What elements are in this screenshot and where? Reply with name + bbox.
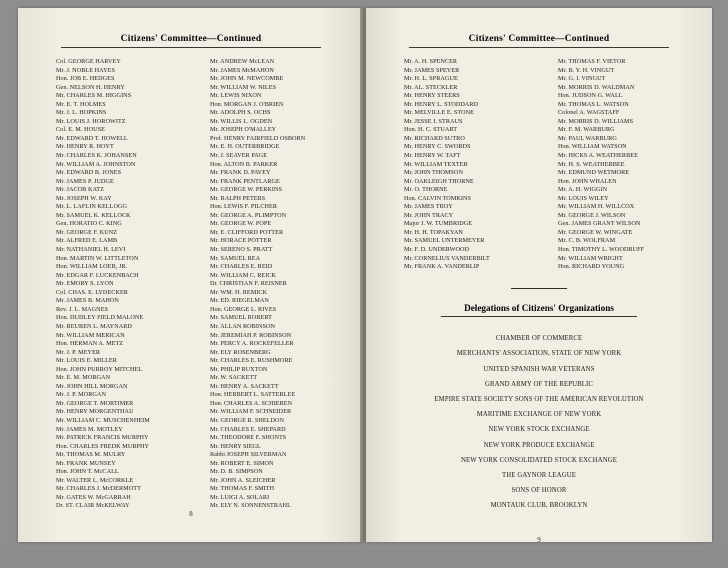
list-item: Mr. HENRY MORGENTHAU xyxy=(56,408,134,416)
list-item: Mr. SERENO S. PRATT xyxy=(210,246,273,254)
list-item: Mr. LOUIS J. HOROWITZ xyxy=(56,117,126,125)
list-item: Mr. B. Y. H. VINGUT xyxy=(558,66,615,74)
right-columns xyxy=(366,58,712,272)
list-item: Mr. JESSE I. STRAUS xyxy=(404,117,463,125)
list-item: Hon. JUDSON G. WALL xyxy=(558,92,623,100)
list-item: Mr. E. T. HOLMES xyxy=(56,100,106,108)
list-item: Mr. F. D. UNDERWOOD xyxy=(404,246,470,254)
list-item: Mr. GEORGE A. PLIMPTON xyxy=(210,211,287,219)
list-item: Mr. WILLIAM W. NILES xyxy=(210,83,277,91)
list-item: Mr. FRANK PENTLARGE xyxy=(210,177,280,185)
list-item: Mr. ANDREW McLEAN xyxy=(210,58,275,65)
list-item: Mr. SAMUEL UNTERMEYER xyxy=(404,237,485,245)
list-item: Dr. ST. CLAIR McKELWAY xyxy=(56,502,130,510)
list-item: Mr. GEORGE W. WINGATE xyxy=(558,228,633,236)
list-item: Hon. MORGAN J. O'BRIEN xyxy=(210,100,284,108)
list-item: Mr. THOMAS F. SMITH xyxy=(210,485,275,493)
list-item: Mr. E. M. MORGAN xyxy=(56,374,111,382)
list-item: Hon. WILLIAM LOEB, JR. xyxy=(56,263,128,271)
list-item: Mr. JOHN TRACY xyxy=(404,211,454,219)
list-item: Mr. WILLIAM A. JOHNSTON xyxy=(56,160,136,168)
list-item: Mr. JOSEPH O'MALLEY xyxy=(210,126,277,134)
list-item: NEW YORK CONSOLIDATED STOCK EXCHANGE xyxy=(460,456,618,464)
list-item: Mr. JOHN HILL MORGAN xyxy=(56,382,128,390)
list-item: Hon. CHARLES A. SCHIEREN xyxy=(210,399,293,407)
list-item: Mr. JAMES M. MOTLEY xyxy=(56,425,123,433)
left-column-1 xyxy=(28,58,200,511)
list-item: Hon. CALVIN TOMKINS xyxy=(404,194,472,202)
list-item: Mr. THEODORE F. SHONTS xyxy=(210,434,287,442)
list-item: Mr. JEREMIAH P. ROBINSON xyxy=(210,331,292,339)
list-item: Hon. LEWIS F. PILCHER xyxy=(210,203,278,211)
list-item: Hon. HERMAN A. METZ xyxy=(56,340,124,348)
list-item: Mr. JOHN M. NEWCOMBE xyxy=(210,75,284,83)
list-item: Mr. HENRY R. HOYT xyxy=(56,143,114,151)
list-item: Mr. CORNELIUS VANDERBILT xyxy=(404,254,490,262)
list-item: Mr. G. I. VINGUT xyxy=(558,75,606,83)
list-item: Mr. GATES W. McGARRAH xyxy=(56,493,131,501)
list-item: CHAMBER OF COMMERCE xyxy=(495,335,583,343)
list-item: Mr. MORRIS D. WILLIAMS xyxy=(558,117,634,125)
heading-rule xyxy=(409,47,669,48)
list-item: Mr. ALFRED E. LAMB xyxy=(56,237,118,245)
list-item: Rev. J. L. MAGNES xyxy=(56,305,109,313)
list-item: NEW YORK PRODUCE EXCHANGE xyxy=(483,441,595,449)
list-item: Mr. A. H. WIGGIN xyxy=(558,186,608,194)
list-item: Mr. F. M. WARBURG xyxy=(558,126,615,134)
list-item: Mr. JAMES P. JUDGE xyxy=(56,177,114,185)
list-item: Mr. E. H. OUTERBRIDGE xyxy=(210,143,280,151)
right-column-1 xyxy=(376,58,548,272)
page-right xyxy=(366,8,712,542)
list-item: Mr. ADOLPH S. OCHS xyxy=(210,109,271,117)
list-item: Mr. SAMUEL ROBERT xyxy=(210,314,272,322)
list-item: Mr. EMORY S. LYON xyxy=(56,280,114,288)
list-item: Mr. CHARLES E. SHEPARD xyxy=(210,425,286,433)
list-item: Mr. WILLIAM C. REICK xyxy=(210,271,277,279)
list-item: Mr. WILLIAM MERICAN xyxy=(56,331,125,339)
list-item: Col. CHAS. E. LYDECKER xyxy=(56,288,128,296)
list-item: EMPIRE STATE SOCIETY SONS OF THE AMERICAN REVOLUTION xyxy=(434,395,644,403)
section-divider xyxy=(511,288,567,290)
list-item: Mr. GEORGE F. KUNZ xyxy=(56,228,118,236)
left-page-heading: Citizens' Committee—Continued xyxy=(120,34,262,44)
list-item: Gen. HORATIO C. KING xyxy=(56,220,122,228)
list-item: Mr. FRANK D. PAVEY xyxy=(210,169,271,177)
list-item: Hon. DUDLEY FIELD MALONE xyxy=(56,314,144,322)
list-item: Mr. FRANK MUNSEY xyxy=(56,459,116,467)
list-item: MERCHANTS' ASSOCIATION, STATE OF NEW YORK xyxy=(456,350,622,358)
list-item: Mr. WALTER L. McCORKLE xyxy=(56,476,134,484)
list-item: Mr. LUIGI A. SOLARI xyxy=(210,493,270,501)
list-item: Mr. CHARLES E. RUSHMORE xyxy=(210,357,293,365)
name-list xyxy=(558,58,700,272)
list-item: Gen. JAMES GRANT WILSON xyxy=(558,220,641,228)
list-item: Mr. J. NOBLE HAYES xyxy=(56,66,115,74)
list-item: Hon. WILLIAM WATSON xyxy=(558,143,627,151)
list-item: Mr. CHARLES J. McDERMOTT xyxy=(56,485,141,493)
list-item: Hon. JOHN WHALEN xyxy=(558,177,617,185)
list-item: Mr. JAMES McMAHON xyxy=(210,66,274,74)
list-item: Mr. J. P. MORGAN xyxy=(56,391,106,399)
list-item: Mr. GEORGE R. SHELDON xyxy=(210,416,285,424)
list-item: Mr. C. B. WOLFRAM xyxy=(558,237,616,245)
list-item: Mr. CHARLES K. JOHANSEN xyxy=(56,152,137,160)
list-item: Mr. JOSEPH W. KAY xyxy=(56,194,112,202)
list-item: Mr. ELY N. SONNENSTRAHL xyxy=(210,502,291,510)
list-item: Mr. JACOB KATZ xyxy=(56,186,104,194)
list-item: Mr. GEORGE T. MORTIMER xyxy=(56,399,134,407)
list-item: Mr. SAMUEL REA xyxy=(210,254,261,262)
list-item: Rabbi JOSEPH SILVERMAN xyxy=(210,451,287,459)
list-item: Hon. H. C. STUART xyxy=(404,126,458,134)
list-item: Mr. PHILIP RUXTON xyxy=(210,365,268,373)
list-item: Mr. D. B. SIMPSON xyxy=(210,468,263,476)
list-item: Mr. GEORGE J. WILSON xyxy=(558,211,626,219)
list-item: Mr. SAMUEL K. KELLOCK xyxy=(56,211,131,219)
list-item: Mr. EDWARD T. HOWELL xyxy=(56,134,128,142)
list-item: Mr. HENRY L. STODDARD xyxy=(404,100,479,108)
list-item: Hon. ALTON B. PARKER xyxy=(210,160,278,168)
list-item: Mr. EDWARD B. JONES xyxy=(56,169,122,177)
list-item: Mr. J. L. HOPKINS xyxy=(56,109,107,117)
list-item: Mr. HENRY C. SWORDS xyxy=(404,143,471,151)
heading-rule xyxy=(61,47,321,48)
list-item: Colonel A. WAGSTAFF xyxy=(558,109,620,117)
list-item: Mr. JAMES B. MAHON xyxy=(56,297,119,305)
list-item: Hon. JOHN PURROY MITCHEL xyxy=(56,365,143,373)
delegations-rule xyxy=(441,316,637,317)
list-item: GRAND ARMY OF THE REPUBLIC xyxy=(485,380,593,388)
right-page-heading: Citizens' Committee—Continued xyxy=(468,34,610,44)
list-item: Mr. L. LAFLIN KELLOGG xyxy=(56,203,127,211)
list-item: MARITIME EXCHANGE OF NEW YORK xyxy=(476,411,602,419)
list-item: Mr. EDGAR F. LUCKENBACH xyxy=(56,271,139,279)
list-item: Hon. GEORGE L. RIVES xyxy=(210,305,277,313)
list-item: Major J. W. TUMBRIDGE xyxy=(404,220,473,228)
list-item: Mr. W. SACKETT xyxy=(210,374,258,382)
list-item: Mr. HORACE POTTER xyxy=(210,237,272,245)
list-item: Mr. WILLIS L. OGDEN xyxy=(210,117,273,125)
folio-right: 9 xyxy=(537,536,541,544)
list-item: Mr. HICKS A. WEATHERBEE xyxy=(558,152,638,160)
list-item: Mr. JAMES TROY xyxy=(404,203,453,211)
list-item: Mr. WM. H. REMICK xyxy=(210,288,268,296)
list-item: Mr. PAUL WARBURG xyxy=(558,134,617,142)
list-item: Mr. THOMAS M. MULRY xyxy=(56,451,126,459)
list-item: Mr. EDMUND WETMORE xyxy=(558,169,630,177)
list-item: UNITED SPANISH WAR VETERANS xyxy=(483,365,595,373)
list-item: Mr. JOHN A. SLEICHER xyxy=(210,476,276,484)
list-item: MONTAUK CLUB, BROOKLYN xyxy=(490,502,588,510)
left-column-2 xyxy=(200,58,354,511)
list-item: Prof. HENRY FAIRFIELD OSBORN xyxy=(210,134,306,142)
list-item: Mr. LOUIS E. MILLER xyxy=(56,357,117,365)
list-item: Mr. JAMES SPEYER xyxy=(404,66,460,74)
name-list xyxy=(210,58,352,511)
list-item: Mr. LEWIS NIXON xyxy=(210,92,262,100)
list-item: Mr. O. THORNE xyxy=(404,186,448,194)
list-item: Mr. LOUIS WILEY xyxy=(558,194,609,202)
list-item: Dr. CHRISTIAN F. REISNER xyxy=(210,280,287,288)
list-item: Mr. J. P. MEYER xyxy=(56,348,101,356)
page-left xyxy=(18,8,364,542)
list-item: Mr. AL. STECKLER xyxy=(404,83,458,91)
list-item: Mr. H. L. SPRAGUE xyxy=(404,75,458,83)
right-column-2 xyxy=(548,58,702,272)
list-item: Col. GEORGE HARVEY xyxy=(56,58,121,65)
list-item: Hon. RICHARD YOUNG xyxy=(558,263,625,271)
list-item: SONS OF HONOR xyxy=(511,487,567,495)
list-item: Hon. MARTIN W. LITTLETON xyxy=(56,254,139,262)
list-item: Mr. GEORGE W. POPE xyxy=(210,220,272,228)
list-item: Mr. HENRY A. SACKETT xyxy=(210,382,279,390)
list-item: NEW YORK STOCK EXCHANGE xyxy=(488,426,590,434)
list-item: Mr. WILLIAM C. MUSCHENHEIM xyxy=(56,416,150,424)
list-item: Mr. H. S. WEATHERBEE xyxy=(558,160,625,168)
folio-left: 8 xyxy=(189,510,193,518)
list-item: Mr. JOHN THOMSON xyxy=(404,169,463,177)
list-item: Hon. TIMOTHY L. WOODRUFF xyxy=(558,246,645,254)
delegations-heading: Delegations of Citizens' Organizations xyxy=(464,303,614,314)
list-item: Mr. FRANK A. VANDERLIP xyxy=(404,263,480,271)
list-item: Mr. HENRY STEERS xyxy=(404,92,460,100)
list-item: Mr. A. H. SPENCER xyxy=(404,58,458,65)
list-item: Mr. MELVILLE E. STONE xyxy=(404,109,474,117)
name-list xyxy=(56,58,198,511)
list-item: Mr. ROBERT E. SIMON xyxy=(210,459,274,467)
list-item: Mr. J. SEAVER PAGE xyxy=(210,152,268,160)
list-item: Mr. HENRY SIEGL xyxy=(210,442,261,450)
list-item: Mr. CHARLES M. HIGGINS xyxy=(56,92,132,100)
list-item: Mr. OAKLEIGH THORNE xyxy=(404,177,474,185)
list-item: Mr. NATHANIEL H. LEVI xyxy=(56,246,126,254)
list-item: Mr. H. H. TOPAKYAN xyxy=(404,228,463,236)
list-item: Mr. WILLIAM TEXTER xyxy=(404,160,468,168)
list-item: Mr. ALLAN ROBINSON xyxy=(210,322,276,330)
list-item: THE GAYNOR LEAGUE xyxy=(502,472,576,479)
list-item: Mr. WILLIAM F. SCHNEIDER xyxy=(210,408,292,416)
list-item: Mr. RICHARD SUTRO xyxy=(404,134,465,142)
list-item: Gen. NELSON H. HENRY xyxy=(56,83,125,91)
list-item: Hon. JOHN T. McCALL xyxy=(56,468,119,476)
name-list xyxy=(404,58,546,272)
list-item: Mr. GEORGE W. PERKINS xyxy=(210,186,283,194)
left-columns xyxy=(18,58,364,511)
list-item: Mr. REUBEN L. MAYNARD xyxy=(56,322,132,330)
list-item: Mr. ED. RIEGELMAN xyxy=(210,297,269,305)
list-item: Mr. WILLIAM WRIGHT xyxy=(558,254,623,262)
list-item: Mr. CHARLES E. REID xyxy=(210,263,273,271)
list-item: Mr. MORRIS D. WALDMAN xyxy=(558,83,635,91)
list-item: Mr. PATRICK FRANCIS MURPHY xyxy=(56,434,149,442)
list-item: Mr. THOMAS L. WATSON xyxy=(558,100,629,108)
list-item: Mr. E. CLIFFORD POTTER xyxy=(210,228,284,236)
list-item: Mr. WILLIAM H. WILLCOX xyxy=(558,203,635,211)
list-item: Hon. CHARLES FREDK MURPHY xyxy=(56,442,150,450)
organization-list xyxy=(366,331,712,513)
list-item: Hon. JOB E. HEDGES xyxy=(56,75,115,83)
list-item: Mr. PERCY A. ROCKEFELLER xyxy=(210,340,294,348)
list-item: Mr. THOMAS F. VIETOR xyxy=(558,58,626,65)
list-item: Mr. ELY ROSENBERG xyxy=(210,348,271,356)
list-item: Mr. HENRY W. TAFT xyxy=(404,152,461,160)
list-item: Hon. HERBERT L. SATTERLEE xyxy=(210,391,296,399)
list-item: Mr. RALPH PETERS xyxy=(210,194,266,202)
list-item: Col. E. M. HOUSE xyxy=(56,126,105,134)
